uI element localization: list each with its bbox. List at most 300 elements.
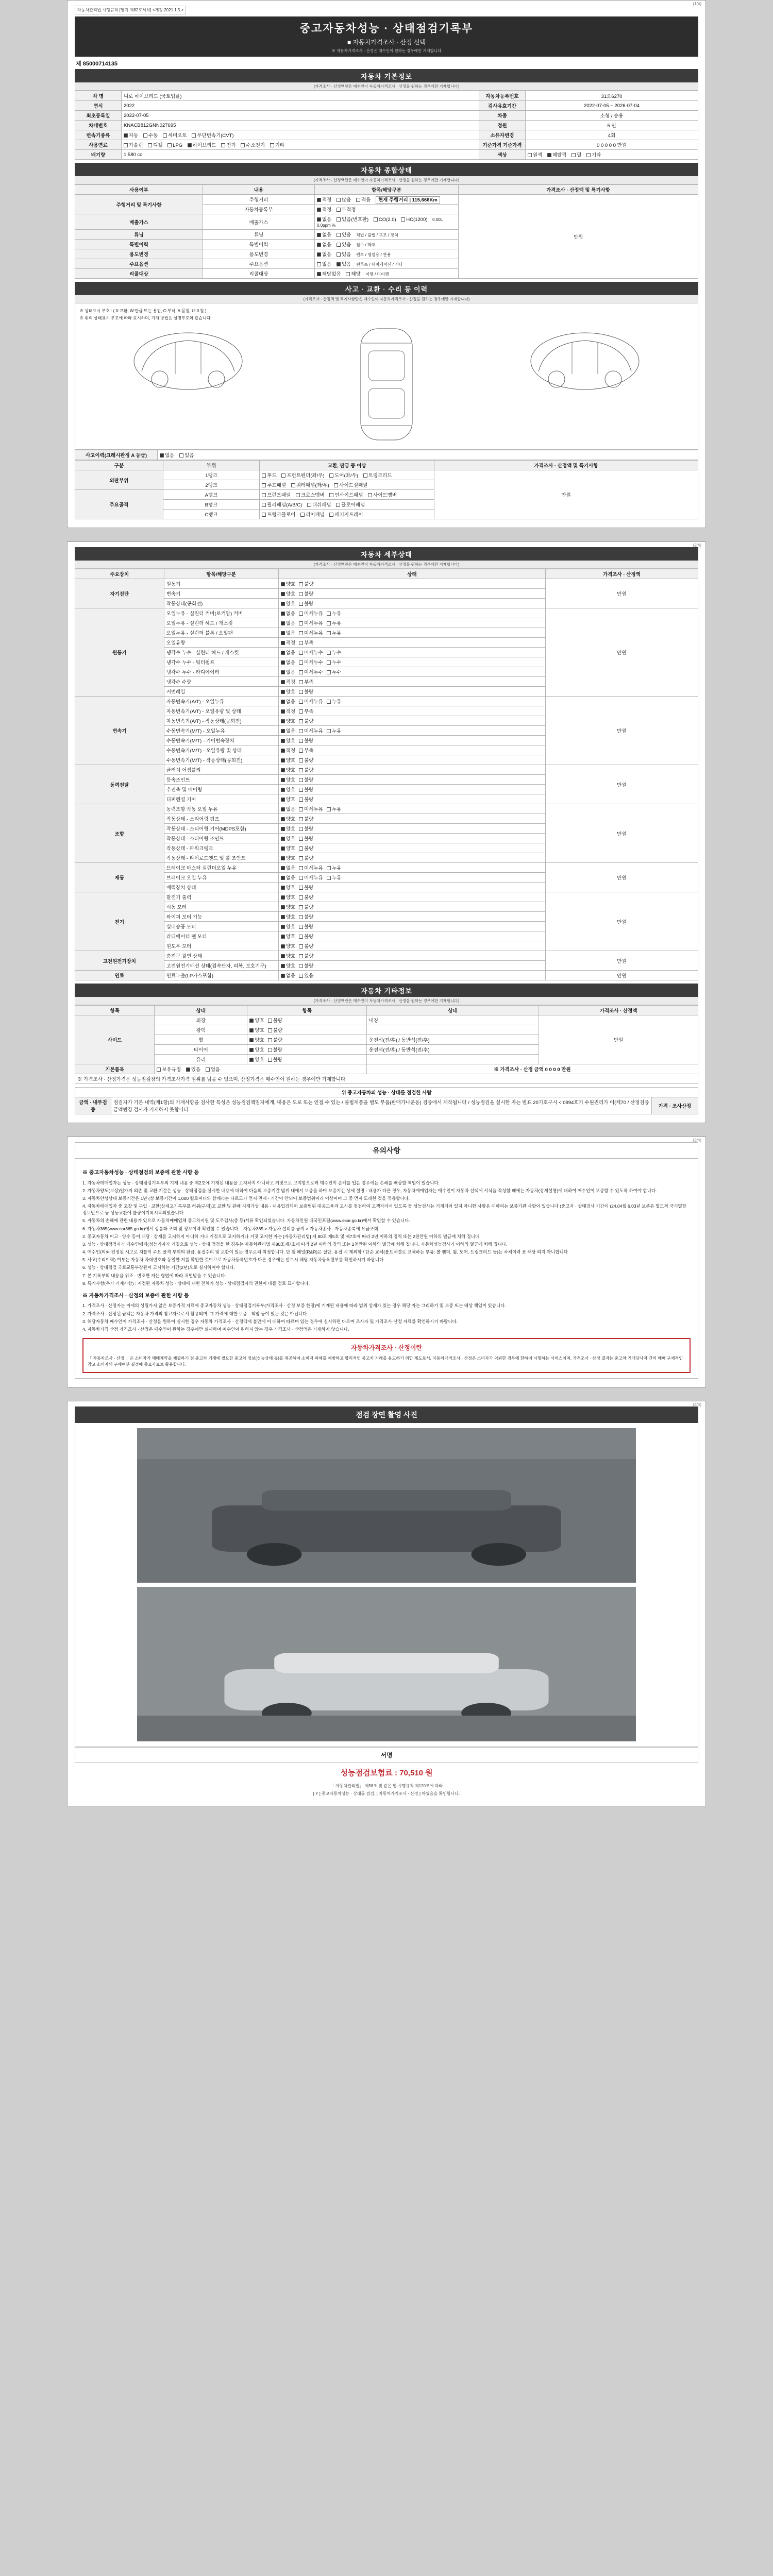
color-option-3: 기타 (592, 152, 601, 158)
checkbox-good[interactable] (281, 798, 285, 802)
detail-label-4-4: 작동상태 - 파워크랭크 (164, 843, 278, 853)
checkbox-none[interactable] (281, 700, 285, 704)
transmission-options[interactable] (122, 130, 479, 140)
checkbox-mileage-many[interactable] (337, 198, 341, 202)
checkbox-color-etc[interactable] (586, 153, 591, 157)
overall-row-1-opts[interactable] (315, 205, 459, 214)
checkbox-standard-item-1[interactable] (186, 1067, 190, 1072)
etc-col-1: 상태 (155, 1006, 247, 1015)
table-row (75, 101, 698, 111)
transmission-option-1: 수동 (148, 133, 158, 139)
checkbox-mileage-few[interactable] (356, 198, 360, 202)
checkbox-bad[interactable] (268, 1058, 272, 1062)
detail-opts-6-3[interactable] (278, 922, 545, 931)
checkbox-hydrogen[interactable] (241, 143, 245, 147)
checkbox-good[interactable] (249, 1058, 254, 1062)
detail-opts-4-1[interactable] (278, 814, 545, 824)
overall-row-7-opts[interactable] (315, 269, 459, 279)
checkbox-good[interactable] (249, 1019, 254, 1023)
detail-opts-4-4[interactable] (278, 843, 545, 853)
checkbox-accident-none[interactable] (160, 453, 164, 457)
checkbox-bad[interactable] (268, 1019, 272, 1023)
checkbox-good[interactable] (249, 1028, 254, 1032)
detail-opts-1-7[interactable] (278, 677, 545, 687)
checkbox-bad[interactable] (299, 856, 303, 860)
checkbox-tuning-none[interactable] (317, 233, 321, 237)
fuel-option-1: 디젤 (153, 143, 163, 148)
overall-opt-5-1: 있음 (342, 252, 351, 258)
overall-row-6-opts[interactable] (315, 259, 459, 269)
checkbox-leak[interactable] (327, 700, 331, 704)
checkbox-trunk-lid[interactable] (363, 473, 367, 478)
checkbox-good[interactable] (281, 837, 285, 841)
checkbox-bad[interactable] (299, 905, 303, 909)
detail-opts-6-4[interactable] (278, 931, 545, 941)
checkbox-insufficient[interactable] (299, 641, 303, 645)
detail-price-6: 만원 (545, 892, 698, 951)
notice-item: 4. 자동차가격 산정 가격조사 · 산정은 매수인이 원하는 경우에만 실시하며 매수인이 원하지 않는 경우 가격조사 · 산정액은 기재하지 않습니다. (82, 1326, 349, 1332)
inspector-signature-table (75, 1087, 698, 1114)
checkbox-front-fender[interactable] (281, 473, 285, 478)
checkbox-none[interactable] (281, 621, 285, 625)
detail-label-2-2: 자동변속기(A/T) - 작동상태(공회전) (164, 716, 278, 726)
checkbox-trunk-floor[interactable] (262, 513, 266, 517)
checkbox-inside-panel[interactable] (329, 493, 333, 497)
checkbox-emission-yes[interactable] (337, 217, 341, 222)
detail-label-4-3: 작동상태 - 스티어링 조인트 (164, 834, 278, 843)
opt-label: 불량 (304, 689, 314, 695)
checkbox-rear-panel[interactable] (300, 513, 305, 517)
opt-label: 없음 (285, 807, 296, 812)
checkbox-good[interactable] (281, 846, 285, 851)
detail-opts-5-1[interactable] (278, 873, 545, 883)
checkbox-bad[interactable] (299, 925, 303, 929)
detail-opts-1-2[interactable] (278, 628, 545, 638)
checkbox-accident-yes[interactable] (179, 453, 183, 457)
etc-extra-opts[interactable] (155, 1064, 367, 1074)
checkbox-leak[interactable] (327, 651, 331, 655)
checkbox-bad[interactable] (299, 837, 303, 841)
checkbox-good[interactable] (281, 690, 285, 694)
detail-opts-7-1[interactable] (278, 961, 545, 971)
checkbox-side-sill-panel[interactable] (334, 483, 338, 487)
checkbox-cross-member[interactable] (296, 493, 300, 497)
etc-opts-3[interactable] (247, 1045, 367, 1055)
checkbox-slight-leak[interactable] (299, 866, 303, 870)
basic-label-0: 차 명 (75, 91, 122, 101)
document-title: 중고자동차성능 · 상태점검기록부 (299, 23, 474, 35)
detail-opts-3-3[interactable] (278, 794, 545, 804)
checkbox-none[interactable] (281, 866, 285, 870)
checkbox-standard-item-2[interactable] (206, 1067, 210, 1072)
checkbox-cvt[interactable] (192, 133, 196, 138)
checkbox-insufficient[interactable] (299, 709, 303, 714)
checkbox-usage-yes[interactable] (337, 252, 341, 257)
opt-label: 미세누유 (304, 807, 323, 812)
checkbox-bad[interactable] (299, 798, 303, 802)
opt-label: 불량 (304, 944, 314, 950)
parts-items-1[interactable] (260, 480, 434, 490)
detail-opts-4-2[interactable] (278, 824, 545, 834)
detail-opts-2-3[interactable] (278, 726, 545, 736)
checkbox-special-yes[interactable] (337, 243, 341, 247)
checkbox-good[interactable] (281, 827, 285, 831)
opt-label: 양호 (285, 856, 296, 861)
detail-opts-2-4[interactable] (278, 736, 545, 745)
car-top-icon (348, 323, 425, 446)
checkbox-leak[interactable] (327, 729, 331, 733)
warnbox-title: 자동차가격조사 · 산정이란 (350, 1344, 423, 1352)
checkbox-none[interactable] (281, 631, 285, 635)
etc-total-digits: 0 0 0 0 만원 (545, 1067, 571, 1073)
checkbox-bad[interactable] (268, 1038, 272, 1042)
detail-opts-6-2[interactable] (278, 912, 545, 922)
checkbox-bad[interactable] (299, 739, 303, 743)
checkbox-bad[interactable] (299, 827, 303, 831)
etc-opts-0[interactable] (247, 1015, 367, 1025)
opt-label: 없음 (285, 875, 296, 881)
detail-opts-2-2[interactable] (278, 716, 545, 726)
detail-opts-7-0[interactable] (278, 951, 545, 961)
opt-label: 없음 (210, 1067, 221, 1073)
checkbox-good[interactable] (281, 886, 285, 890)
color-option-1: 메탈릭 (552, 152, 567, 158)
checkbox-option-yes[interactable] (337, 262, 341, 266)
checkbox-good[interactable] (281, 758, 285, 762)
etc-opts-2[interactable] (247, 1035, 367, 1045)
checkbox-color-metallic[interactable] (547, 153, 551, 157)
checkbox-good[interactable] (281, 964, 285, 968)
mileage-highlight: 현재 주행거리 | 115,666Km (376, 196, 440, 204)
checkbox-leak[interactable] (327, 876, 331, 880)
opt-label: 불량 (304, 582, 314, 587)
checkbox-diesel[interactable] (148, 143, 152, 147)
checkbox-bad[interactable] (299, 944, 303, 948)
detail-label-3-3: 디퍼렌셜 기어 (164, 794, 278, 804)
overall-row-0-opts[interactable] (315, 195, 459, 205)
opt-label: 누유 (331, 728, 342, 734)
color-option-2: 펄 (577, 152, 582, 158)
checkbox-proper[interactable] (281, 749, 285, 753)
checkbox-slight-leak[interactable] (299, 729, 303, 733)
overall-row-6-label: 주요옵션 (75, 259, 203, 269)
checkbox-good[interactable] (281, 925, 285, 929)
notice-title: 유의사항 (75, 1142, 698, 1159)
etc-label-2: 휠 (155, 1035, 247, 1045)
checkbox-option-none[interactable] (317, 262, 321, 266)
checkbox-bad[interactable] (268, 1048, 272, 1052)
checkbox-leak[interactable] (327, 866, 331, 870)
detail-opts-5-2[interactable] (278, 883, 545, 892)
detail-opts-1-4[interactable] (278, 648, 545, 657)
checkbox-roof-panel[interactable] (262, 483, 266, 487)
fuel-options[interactable] (122, 140, 479, 150)
parts-items-2[interactable] (260, 490, 434, 500)
detail-opts-0-2[interactable] (278, 599, 545, 608)
checkbox-leak[interactable] (327, 807, 331, 811)
checkbox-semiauto[interactable] (163, 133, 167, 138)
checkbox-bad[interactable] (299, 935, 303, 939)
detail-opts-5-0[interactable] (278, 863, 545, 873)
checkbox-slight-leak[interactable] (299, 631, 303, 635)
checkbox-good[interactable] (281, 817, 285, 821)
checkbox-bad[interactable] (299, 915, 303, 919)
checkbox-slight-leak[interactable] (299, 660, 303, 665)
checkbox-color-plain[interactable] (528, 153, 532, 157)
checkbox-emission-co[interactable] (374, 217, 378, 222)
opt-label: 양호 (285, 905, 296, 910)
overall-row-4-opts[interactable] (315, 240, 459, 249)
opt-label: 적정 (285, 640, 296, 646)
detail-opts-1-5[interactable] (278, 657, 545, 667)
checkbox-good[interactable] (281, 944, 285, 948)
checkbox-bad[interactable] (299, 778, 303, 782)
checkbox-none[interactable] (281, 729, 285, 733)
checkbox-bad[interactable] (299, 719, 303, 723)
detail-opts-1-1[interactable] (278, 618, 545, 628)
car-diagram-left (129, 323, 247, 400)
checkbox-none[interactable] (281, 612, 285, 616)
checkbox-good[interactable] (281, 905, 285, 909)
checkbox-front-panel[interactable] (262, 493, 266, 497)
section-basic-sub: (가격조사 · 산정액란은 매수인이 자동차가격조사 · 산정을 원하는 경우에만 기재합니다) (75, 82, 698, 91)
checkbox-electric[interactable] (221, 143, 225, 147)
checkbox-slight-leak[interactable] (299, 651, 303, 655)
opt-label: 적정 (285, 748, 296, 754)
checkbox-bad[interactable] (299, 964, 303, 968)
etc-opts-4[interactable] (247, 1055, 367, 1064)
checkbox-tuning-yes[interactable] (337, 233, 341, 237)
checkbox-proper[interactable] (281, 709, 285, 714)
checkbox-registration-ok[interactable] (317, 208, 321, 212)
checkbox-bad[interactable] (299, 602, 303, 606)
checkbox-bad[interactable] (299, 954, 303, 958)
checkbox-fuel-etc[interactable] (270, 143, 274, 147)
detail-col-0: 주요장치 (75, 569, 164, 579)
overall-row-5-opts[interactable] (315, 249, 459, 259)
checkbox-leak[interactable] (327, 670, 331, 674)
checkbox-leak[interactable] (327, 612, 331, 616)
emission-values: 0.00L 0.0ppm % (317, 217, 443, 228)
notice-item: 4. 매수인(의뢰 인정된 시고로 지불이 주요 골격 부위의 판금, 용접수리 및 교환이 있는 경우로써 척정합니다. 단 휠 패널(R&R)은 절단, 용접 시 제외함 / 단순 교체(볼트체결로 교체하는 부품: 볼 펜더, 휠, 도어, 트렁크리드 등)는 차체이력 표 해당 되지 아니합니다 (82, 1249, 568, 1255)
notice-item: 3. 해당자동차 매수인이 가격조사 · 산정을 원하여 실시한 경우 자동차 가격조사 · 산정액에 불만에 이 대하여 따르며 있는 경우에 실시하면 다르며 조사자 및 가격조사·산정 자료를 확인하시기 바랍니다. (82, 1318, 458, 1324)
detail-opts-2-5[interactable] (278, 745, 545, 755)
checkbox-dash-panel[interactable] (307, 503, 311, 507)
basic-label-1: 연식 (75, 101, 122, 111)
checkbox-standard-item-0[interactable] (157, 1067, 161, 1072)
checkbox-auto[interactable] (124, 133, 128, 138)
checkbox-none[interactable] (281, 974, 285, 978)
checkbox-door[interactable] (329, 473, 333, 478)
checkbox-slight-leak[interactable] (299, 807, 303, 811)
section-etc-sub: (가격조사 · 산정액란은 매수인이 자동차가격조사 · 산정을 원하는 경우에만 기재합니다) (75, 997, 698, 1005)
opt-label: 불량 (304, 895, 314, 901)
checkbox-bad[interactable] (299, 895, 303, 900)
fuel-option-6: 기타 (275, 143, 285, 148)
detail-opts-1-3[interactable] (278, 638, 545, 648)
overall-row-5-label: 용도변경 (75, 249, 203, 259)
basic-value2-0: 31오6270 (526, 91, 698, 101)
recall-detail: 이행 / 미이행 (365, 272, 389, 277)
checkbox-insufficient[interactable] (299, 680, 303, 684)
checkbox-bad[interactable] (268, 1028, 272, 1032)
checkbox-bad[interactable] (299, 768, 303, 772)
detail-opts-8-0[interactable] (278, 971, 545, 980)
checkbox-slight-leak[interactable] (299, 876, 303, 880)
checkbox-none[interactable] (281, 660, 285, 665)
checkbox-bad[interactable] (299, 846, 303, 851)
checkbox-recall-yes[interactable] (346, 272, 350, 276)
detail-opts-3-2[interactable] (278, 785, 545, 794)
checkbox-insufficient[interactable] (299, 749, 303, 753)
page-tag-4: (4/4) (693, 1402, 701, 1407)
opt-label: 없음 (285, 621, 296, 626)
checkbox-good[interactable] (281, 954, 285, 958)
checkbox-bad[interactable] (299, 582, 303, 586)
checkbox-good[interactable] (281, 935, 285, 939)
checkbox-none[interactable] (281, 670, 285, 674)
notice-item: 3. 자동차안성상태 보증기간은 1년 (상 보증기간이 1,000 킬로미터와 함께리는 다르도가 먼저 면제 - 기간이 안되어 보증범위이라 이상이며 그 중 먼저 도래한 것을 적용합니다. (82, 1195, 410, 1201)
checkbox-bad[interactable] (299, 788, 303, 792)
checkbox-slight-leak[interactable] (299, 700, 303, 704)
checkbox-bad[interactable] (299, 690, 303, 694)
checkbox-side-member[interactable] (368, 493, 372, 497)
checkbox-recall-na[interactable] (317, 272, 321, 276)
checkbox-bad[interactable] (299, 758, 303, 762)
checkbox-mileage-ok[interactable] (317, 198, 321, 202)
detail-state-table (75, 569, 698, 980)
checkbox-slight-leak[interactable] (299, 612, 303, 616)
checkbox-package-tray[interactable] (329, 513, 333, 517)
detail-opts-2-0[interactable] (278, 697, 545, 706)
car-side-right-icon (526, 323, 644, 400)
checkbox-bad[interactable] (299, 886, 303, 890)
checkbox-good[interactable] (281, 719, 285, 723)
checkbox-good[interactable] (249, 1048, 254, 1052)
parts-items-3[interactable] (260, 500, 434, 510)
detail-opts-1-0[interactable] (278, 608, 545, 618)
overall-row-3-opts[interactable] (315, 230, 459, 240)
checkbox-gasoline[interactable] (124, 143, 128, 147)
notice-item: 6. 성능 · 상태점검 국토교통부장관이 고시하는 기간(2년)으로 실시하여야 합니다. (82, 1265, 236, 1270)
checkbox-manual[interactable] (143, 133, 147, 138)
checkbox-good[interactable] (281, 768, 285, 772)
checkbox-good[interactable] (281, 602, 285, 606)
checkbox-good[interactable] (281, 739, 285, 743)
checkbox-leak[interactable] (327, 631, 331, 635)
checkbox-slight-leak[interactable] (299, 621, 303, 625)
checkbox-proper[interactable] (281, 680, 285, 684)
detail-opts-3-0[interactable] (278, 765, 545, 775)
checkbox-color-pearl[interactable] (572, 153, 576, 157)
checkbox-special-none[interactable] (317, 243, 321, 247)
overall-row-2-opts[interactable] (315, 214, 459, 230)
vehicle-type-label: 차종 (479, 111, 526, 121)
opt-label: 불량 (304, 719, 314, 724)
accident-bottom-opts[interactable] (158, 450, 698, 460)
checkbox-slight-leak[interactable] (299, 670, 303, 674)
etc-col-2: 항목 (247, 1006, 367, 1015)
checkbox-yes[interactable] (299, 974, 303, 978)
checkbox-none[interactable] (281, 876, 285, 880)
opt-label: 불량 (304, 797, 314, 803)
opt-label: 불량 (304, 905, 314, 910)
checkbox-good[interactable] (281, 915, 285, 919)
detail-opts-1-8[interactable] (278, 687, 545, 697)
opt-label: 미세누유 (304, 621, 323, 626)
etc-label-4: 유리 (155, 1055, 247, 1064)
checkbox-registration-bad[interactable] (337, 208, 341, 212)
parts-level-4: C랭크 (163, 510, 260, 519)
detail-opts-4-5[interactable] (278, 853, 545, 863)
serial-number: 85000714135 (82, 61, 117, 67)
checkbox-lpg[interactable] (167, 143, 172, 147)
checkbox-none[interactable] (281, 807, 285, 811)
parts-items-4[interactable] (260, 510, 434, 519)
checkbox-hood[interactable] (262, 473, 266, 478)
checkbox-hybrid[interactable] (188, 143, 192, 147)
checkbox-good[interactable] (249, 1038, 254, 1042)
checkbox-good[interactable] (281, 582, 285, 586)
detail-opts-4-3[interactable] (278, 834, 545, 843)
etc-opts-1[interactable] (247, 1025, 367, 1035)
opt-label: 불량 (304, 856, 314, 861)
opt-label: 없음 (285, 650, 296, 656)
detail-opts-6-0[interactable] (278, 892, 545, 902)
checkbox-leak[interactable] (327, 621, 331, 625)
checkbox-good[interactable] (281, 895, 285, 900)
checkbox-emission-none[interactable] (317, 217, 321, 222)
checkbox-floor-panel[interactable] (336, 503, 340, 507)
checkbox-emission-hc[interactable] (401, 217, 405, 222)
parts-items-0[interactable] (260, 470, 434, 480)
section-detail-head: 자동차 세부상태 (75, 547, 698, 561)
opt-label: 불량 (273, 1057, 283, 1063)
detail-opts-1-6[interactable] (278, 667, 545, 677)
checkbox-good[interactable] (281, 592, 285, 596)
checkbox-good[interactable] (281, 788, 285, 792)
checkbox-bad[interactable] (299, 592, 303, 596)
etc-col-0: 항목 (75, 1006, 155, 1015)
detail-opts-4-0[interactable] (278, 804, 545, 814)
signature-row: 서명 (75, 1747, 698, 1763)
detail-opts-0-0[interactable] (278, 579, 545, 589)
detail-label-2-1: 자동변속기(A/T) - 오일유량 및 상태 (164, 706, 278, 716)
color-options[interactable] (526, 150, 698, 160)
checkbox-bad[interactable] (299, 817, 303, 821)
checkbox-good[interactable] (281, 778, 285, 782)
opt-label: 누수 (331, 650, 342, 656)
detail-opts-6-5[interactable] (278, 941, 545, 951)
car-diagram-right (526, 323, 644, 400)
detail-col-1: 항목/해당구분 (164, 569, 278, 579)
detail-price-1: 만원 (545, 608, 698, 697)
detail-label-1-5: 냉각수 누수 - 워터펌프 (164, 657, 278, 667)
checkbox-proper[interactable] (281, 641, 285, 645)
detail-opts-6-1[interactable] (278, 902, 545, 912)
checkbox-good[interactable] (281, 856, 285, 860)
checkbox-none[interactable] (281, 651, 285, 655)
transmission-option-3: 무단변속기(CVT) (197, 133, 234, 139)
checkbox-leak[interactable] (327, 660, 331, 665)
checkbox-usage-none[interactable] (317, 252, 321, 257)
detail-opts-3-1[interactable] (278, 775, 545, 785)
detail-opts-2-1[interactable] (278, 706, 545, 716)
detail-opts-0-1[interactable] (278, 589, 545, 599)
checkbox-pillar-panel[interactable] (262, 503, 266, 507)
detail-opts-2-6[interactable] (278, 755, 545, 765)
checkbox-quarter-panel[interactable] (291, 483, 295, 487)
